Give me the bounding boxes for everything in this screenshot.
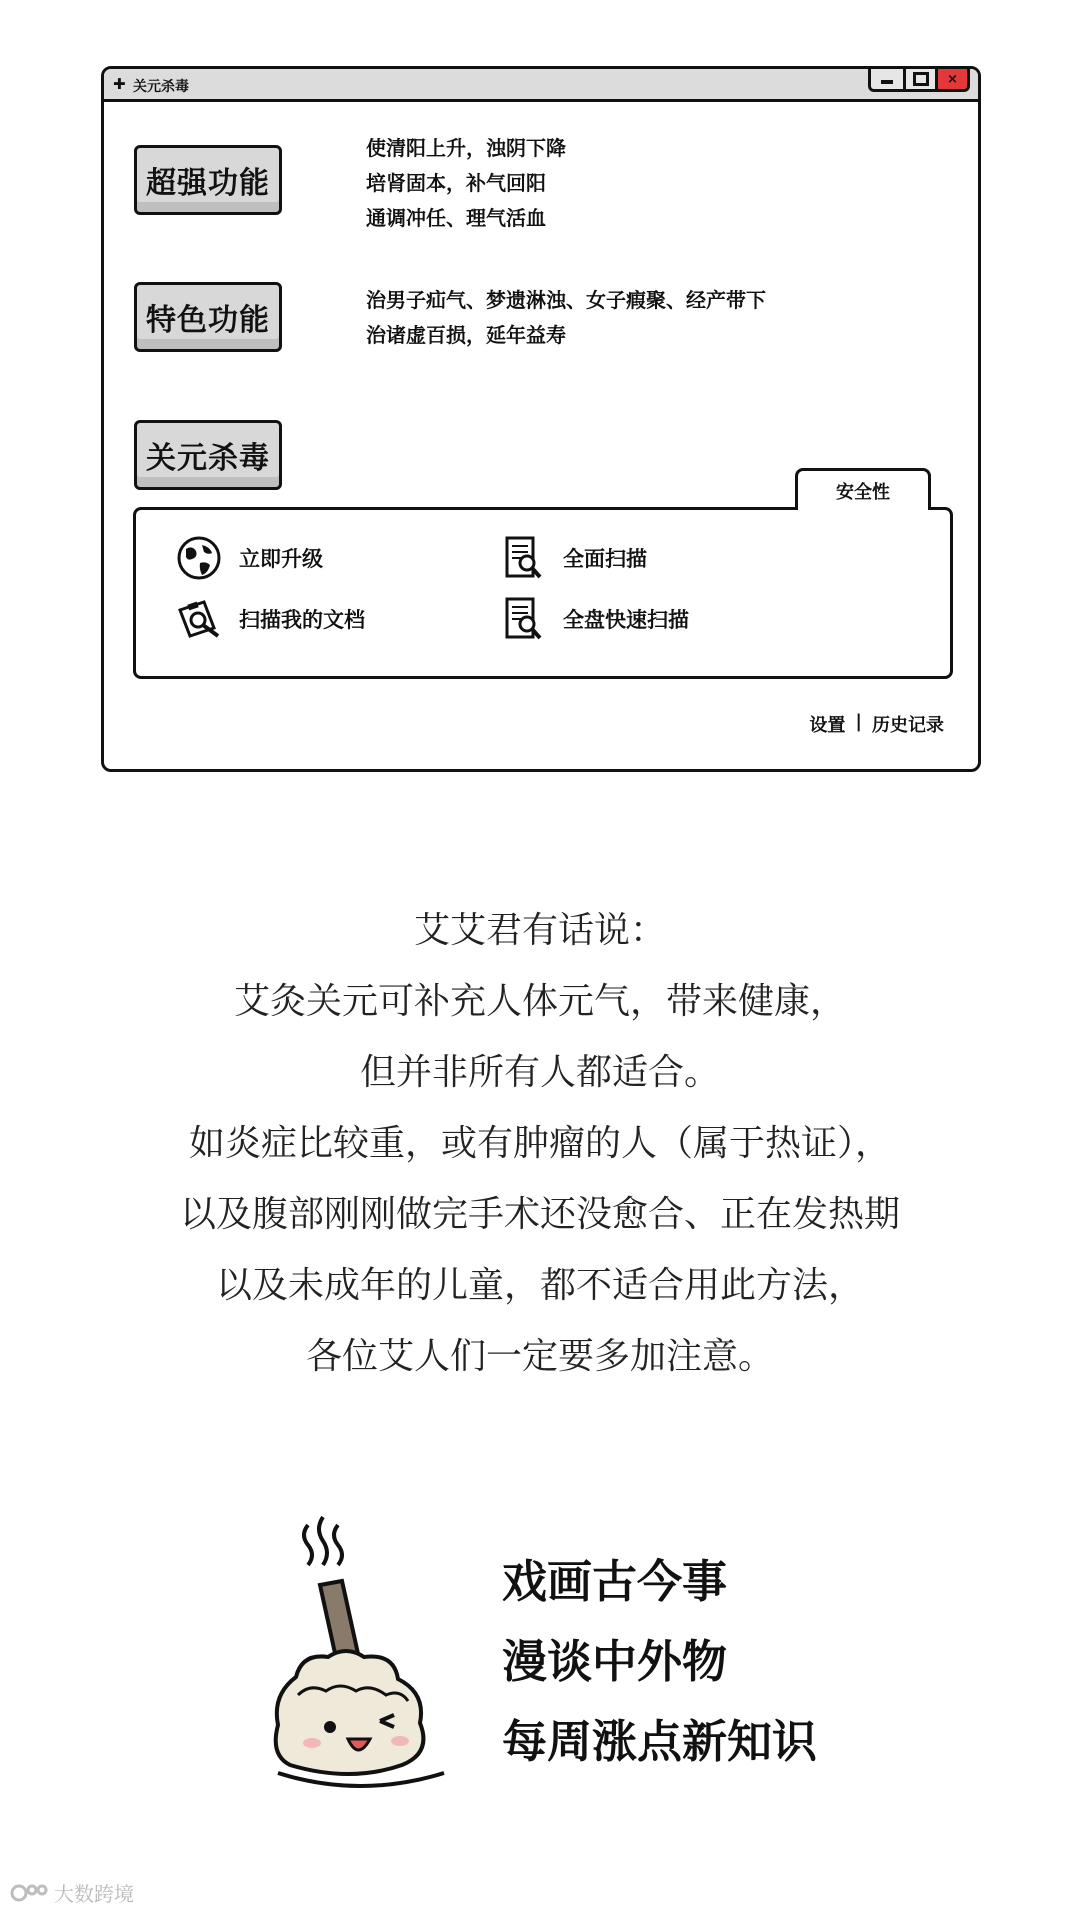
description-line: 治男子疝气、梦遗淋浊、女子瘕聚、经产带下: [366, 288, 766, 312]
minimize-icon: [881, 80, 893, 84]
action-label: 立即升级: [239, 547, 323, 571]
note-line: 如炎症比较重，或有肿瘤的人（属于热证），: [188, 1123, 891, 1164]
super-feature-description: [366, 131, 566, 236]
minimize-button[interactable]: [871, 69, 903, 89]
note-text: [0, 895, 1080, 1392]
window-title: 关元杀毒: [133, 79, 189, 95]
document-scan-icon: [498, 594, 548, 644]
tab-security[interactable]: 安全性: [795, 468, 931, 510]
settings-link[interactable]: 设置: [809, 715, 846, 736]
document-scan-icon: [498, 533, 548, 583]
action-label: 扫描我的文档: [239, 608, 365, 632]
title-bar[interactable]: [104, 69, 978, 102]
slogan-line: 每周涨点新知识: [502, 1715, 818, 1768]
slogan-line: 戏画古今事: [502, 1555, 728, 1608]
footer-links: [809, 711, 944, 737]
upgrade-now-button[interactable]: [174, 533, 323, 583]
note-line: 但并非所有人都适合。: [359, 1052, 720, 1093]
note-heading: 艾艾君有话说：: [413, 910, 666, 951]
special-feature-button[interactable]: 特色功能: [134, 282, 282, 352]
pin-icon: ✚: [113, 75, 126, 93]
description-line: 使清阳上升，浊阴下降: [366, 136, 566, 160]
note-line: 以及腹部刚刚做完手术还没愈合、正在发热期: [179, 1194, 900, 1235]
scan-my-documents-button[interactable]: [174, 594, 365, 644]
special-feature-description: [366, 283, 766, 353]
watermark: [10, 1878, 134, 1907]
app-window: [101, 66, 981, 772]
watermark-logo-icon: [10, 1882, 48, 1904]
action-label: 全面扫描: [563, 547, 647, 571]
note-line: 各位艾人们一定要多加注意。: [305, 1336, 774, 1377]
moxa-mascot-illustration: [268, 1515, 453, 1795]
window-controls: [868, 69, 970, 92]
quick-disk-scan-button[interactable]: [498, 594, 689, 644]
description-line: 培肾固本，补气回阳: [366, 171, 546, 195]
clipboard-magnifier-icon: [174, 594, 224, 644]
separator: |: [855, 711, 862, 732]
note-line: 艾灸关元可补充人体元气，带来健康，: [233, 981, 846, 1022]
action-label: 全盘快速扫描: [563, 608, 689, 632]
globe-icon: [174, 533, 224, 583]
close-icon: ×: [947, 71, 958, 87]
slogan-line: 漫谈中外物: [502, 1635, 728, 1688]
maximize-icon: [913, 72, 929, 86]
maximize-button[interactable]: [903, 69, 935, 89]
description-line: 治诸虚百损，延年益寿: [366, 323, 566, 347]
close-button[interactable]: [935, 69, 967, 89]
full-scan-button[interactable]: [498, 533, 647, 583]
security-panel: [133, 507, 953, 679]
history-link[interactable]: 历史记录: [872, 715, 944, 736]
note-line: 以及未成年的儿童，都不适合用此方法，: [215, 1265, 864, 1306]
super-feature-button[interactable]: 超强功能: [134, 145, 282, 215]
guanyuan-antivirus-button[interactable]: 关元杀毒: [134, 420, 282, 490]
watermark-text: 大数跨境: [54, 1882, 134, 1906]
description-line: 通调冲任、理气活血: [366, 206, 546, 230]
